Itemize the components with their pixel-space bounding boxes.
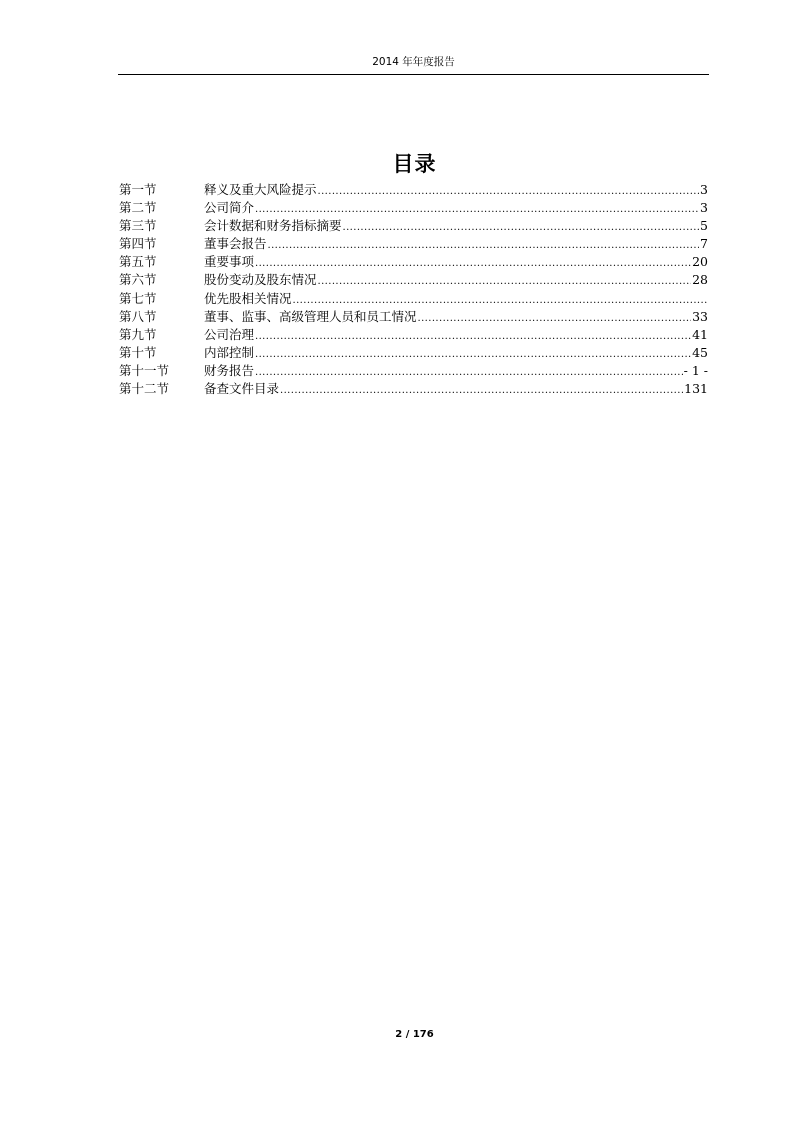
toc-section-name: 内部控制 <box>204 344 255 360</box>
toc-section-label: 第九节 <box>119 326 157 342</box>
toc-page-number: 41 <box>692 326 708 342</box>
toc-section-label: 第七节 <box>119 290 157 306</box>
table-of-contents <box>119 181 708 398</box>
dot-leader <box>318 183 700 201</box>
toc-section-label: 第六节 <box>119 272 157 288</box>
toc-section-label: 第一节 <box>119 182 157 197</box>
toc-section-label: 第十节 <box>119 344 157 360</box>
dot-leader <box>318 273 692 291</box>
toc-section-name: 董事会报告 <box>204 236 267 252</box>
page-header <box>118 55 709 75</box>
toc-section-name: 优先股相关情况 <box>204 290 292 306</box>
toc-section-label: 第二节 <box>119 200 157 216</box>
toc-page-number: 45 <box>692 344 708 360</box>
dot-leader <box>418 310 692 328</box>
toc-section-name: 释义及重大风险提示 <box>204 182 317 197</box>
toc-page-number: - 1 - <box>683 362 708 378</box>
dot-leader <box>280 382 683 400</box>
toc-section-label: 第八节 <box>119 308 157 324</box>
dot-leader <box>343 219 700 237</box>
toc-entry[interactable] <box>119 199 708 217</box>
toc-section-name: 股份变动及股东情况 <box>204 272 317 288</box>
toc-section-label: 第三节 <box>119 218 157 234</box>
toc-entry[interactable] <box>119 235 708 253</box>
toc-entry[interactable] <box>119 217 708 235</box>
dot-leader <box>255 364 683 382</box>
toc-entry[interactable] <box>119 253 708 271</box>
toc-page-number: 33 <box>692 308 708 324</box>
toc-entry[interactable] <box>119 271 708 289</box>
toc-page-number: 5 <box>700 218 708 234</box>
toc-section-label: 第五节 <box>119 254 157 270</box>
toc-section-name: 公司简介 <box>204 200 255 216</box>
dot-leader <box>255 255 691 273</box>
toc-page-number: 3 <box>700 182 708 197</box>
toc-title: 目录 <box>392 152 437 176</box>
toc-section-label: 第十一节 <box>119 362 170 378</box>
toc-section-name: 重要事项 <box>204 254 255 270</box>
toc-section-name: 会计数据和财务指标摘要 <box>204 218 342 234</box>
toc-section-label: 第十二节 <box>119 381 170 397</box>
toc-entry[interactable] <box>119 380 708 398</box>
toc-entry[interactable] <box>119 181 708 199</box>
dot-leader <box>255 346 691 364</box>
toc-entry[interactable] <box>119 344 708 362</box>
toc-section-name: 公司治理 <box>204 326 255 342</box>
toc-page-number: 3 <box>700 200 708 216</box>
dot-leader <box>255 328 691 346</box>
page-number: 2 / 176 <box>395 1029 434 1040</box>
toc-section-name: 董事、监事、高级管理人员和员工情况 <box>204 308 417 324</box>
toc-entry[interactable] <box>119 308 708 326</box>
dot-leader <box>268 237 700 255</box>
toc-entry[interactable] <box>119 326 708 344</box>
page-footer <box>0 1028 793 1042</box>
toc-section-name: 备查文件目录 <box>204 381 280 397</box>
toc-page-number: 20 <box>692 254 708 270</box>
toc-page-number: 7 <box>700 236 708 252</box>
toc-section-label: 第四节 <box>119 236 157 252</box>
toc-page-number: 28 <box>692 272 708 288</box>
toc-entry[interactable] <box>119 290 708 308</box>
header-title: 2014 年年度报告 <box>372 56 455 68</box>
toc-page-number: 131 <box>684 381 708 397</box>
toc-section-name: 财务报告 <box>204 362 255 378</box>
toc-entry[interactable] <box>119 362 708 380</box>
